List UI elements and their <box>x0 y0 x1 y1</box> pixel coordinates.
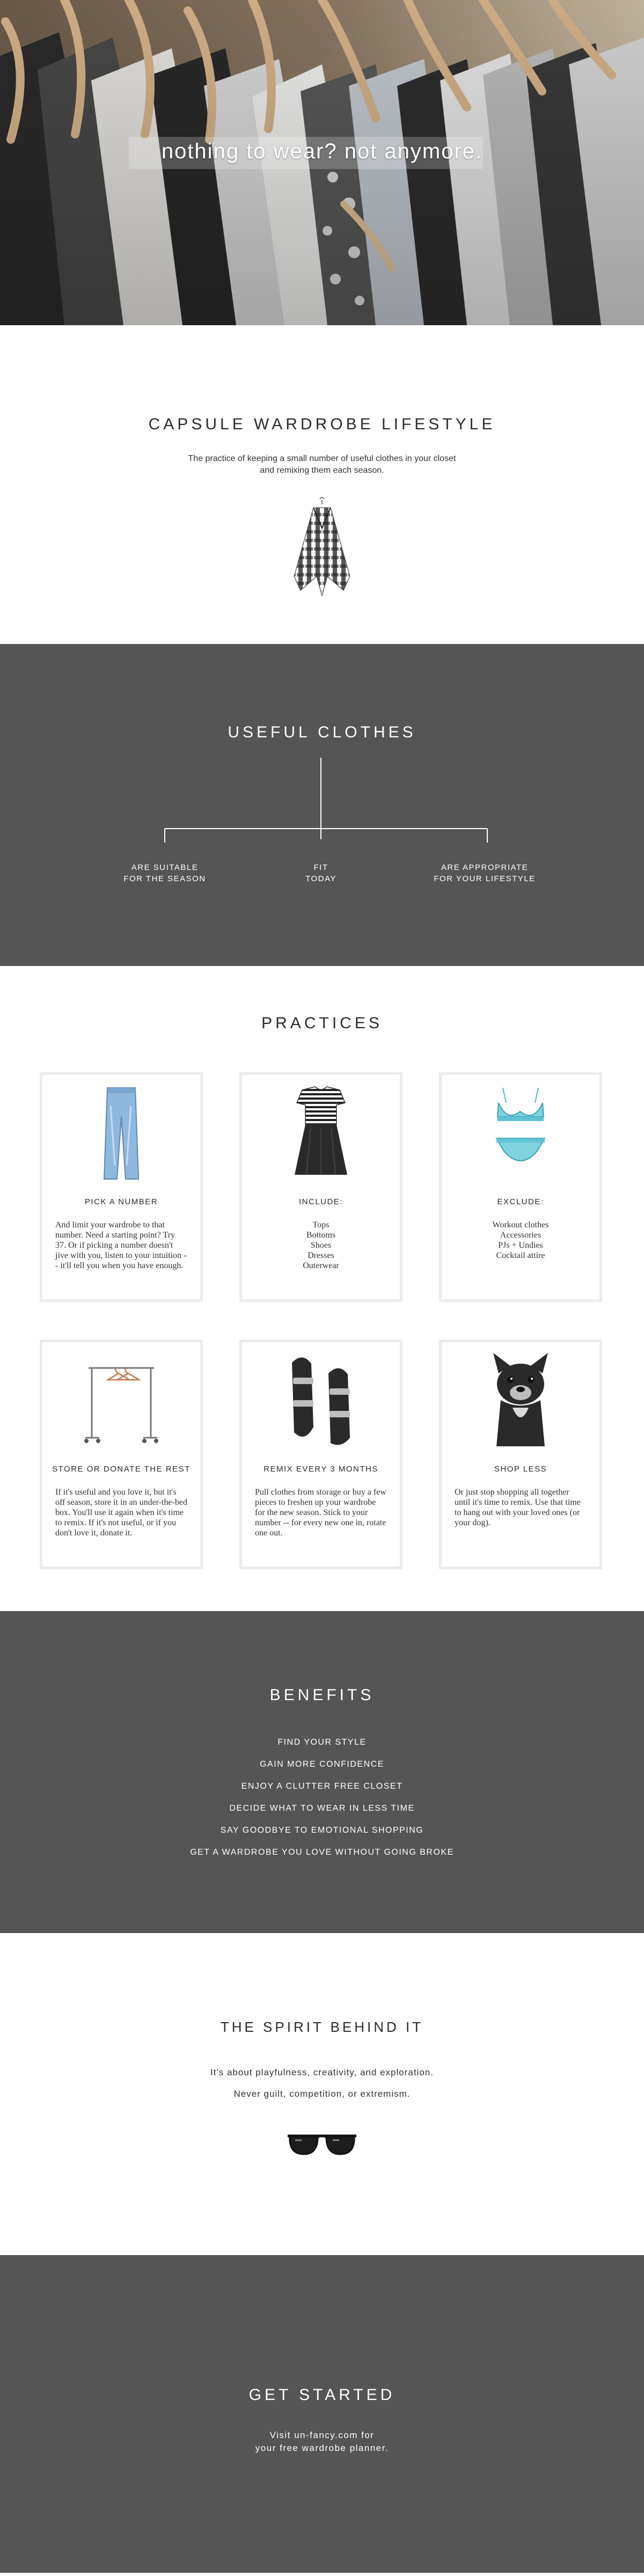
jeans-icon <box>100 1085 143 1181</box>
card-body-shop-less: Or just stop shopping all together until it's time to remix. Use that time to hang out with your loved ones (or your dog). <box>455 1488 581 1527</box>
sunglasses-icon <box>286 2128 358 2158</box>
practice-card-store-donate <box>40 1340 203 1569</box>
branch-label-season-line2: FOR THE SEASON <box>123 874 206 883</box>
benefit-item: SAY GOODBYE TO EMOTIONAL SHOPPING <box>220 1826 424 1835</box>
clothing-rack-icon <box>81 1352 162 1448</box>
practice-card-remix <box>239 1340 402 1569</box>
include-item: Outerwear <box>303 1261 339 1270</box>
benefits-section <box>0 1611 644 1933</box>
get-started-section <box>0 2255 644 2573</box>
card-body-remix: Pull clothes from storage or buy a few pieces to freshen up your wardrobe for the new season. Stick to your number -- for every new one in, rotate one out. <box>255 1488 386 1538</box>
branch-label-fit-line1: FIT <box>313 863 328 872</box>
practices-section <box>0 966 644 1611</box>
branch-label-lifestyle-line1: ARE APPROPRIATE <box>441 863 529 872</box>
exclude-item: Accessories <box>500 1231 541 1240</box>
branch-label-lifestyle-line2: FOR YOUR LIFESTYLE <box>434 874 536 883</box>
card-body-pick-number: And limit your wardrobe to that number. Need a starting point? Try 37. Or if picking a number doesn't jive with you, listen to your intuition -- it'll tell you when you have enough. <box>55 1220 187 1270</box>
tree-diagram <box>0 644 644 966</box>
useful-title: USEFUL CLOTHES <box>228 723 416 741</box>
benefit-item: GET A WARDROBE YOU LOVE WITHOUT GOING BROKE <box>190 1848 454 1857</box>
benefit-item: ENJOY A CLUTTER FREE CLOSET <box>241 1782 403 1791</box>
card-title-exclude: EXCLUDE: <box>497 1197 544 1206</box>
exclude-item: Cocktail attire <box>496 1251 545 1260</box>
include-item: Bottoms <box>306 1231 336 1240</box>
hero-section <box>0 0 644 325</box>
include-item: Shoes <box>310 1241 332 1250</box>
benefits-list <box>0 1738 644 1870</box>
capsule-title: CAPSULE WARDROBE LIFESTYLE <box>148 415 496 433</box>
french-bulldog-icon <box>486 1352 555 1448</box>
card-title-shop-less: SHOP LESS <box>494 1465 547 1474</box>
capsule-description-line2: and remixing them each season. <box>260 466 384 475</box>
practices-title: PRACTICES <box>261 1014 383 1032</box>
card-title-include: INCLUDE: <box>298 1197 343 1206</box>
include-item: Dresses <box>308 1251 334 1260</box>
exclude-list <box>442 1220 599 1261</box>
branch-label-season-line1: ARE SUITABLE <box>131 863 199 872</box>
plaid-poncho-icon <box>290 496 354 598</box>
practice-card-exclude <box>439 1072 602 1302</box>
spirit-section <box>0 1933 644 2255</box>
benefit-item: GAIN MORE CONFIDENCE <box>260 1760 384 1769</box>
spirit-title: THE SPIRIT BEHIND IT <box>220 2019 424 2035</box>
capsule-section <box>0 325 644 644</box>
useful-clothes-section <box>0 644 644 966</box>
sandals-icon <box>283 1352 358 1448</box>
hero-tagline: nothing to wear? not anymore. <box>161 140 483 163</box>
card-title-pick-number: PICK A NUMBER <box>84 1197 158 1206</box>
benefit-item: FIND YOUR STYLE <box>277 1738 367 1747</box>
practice-card-include <box>239 1072 402 1302</box>
exclude-item: PJs + Undies <box>498 1241 543 1250</box>
card-title-remix: REMIX EVERY 3 MONTHS <box>264 1465 378 1474</box>
card-body-store-donate: If it's useful and you love it, but it's off season, store it in an under-the-bed box. You'll use it again when it's time to remix. If it's not useful, or if you don't love it, donate it. <box>55 1488 187 1538</box>
benefit-item: DECIDE WHAT TO WEAR IN LESS TIME <box>229 1804 415 1813</box>
branch-label-season <box>84 862 245 884</box>
card-title-store-donate: STORE OR DONATE THE REST <box>52 1465 191 1474</box>
include-list <box>242 1220 400 1271</box>
get-started-title: GET STARTED <box>248 2386 396 2404</box>
lingerie-icon <box>491 1085 550 1181</box>
outfit-icon <box>291 1085 350 1181</box>
spirit-line2: Never guilt, competition, or extremism. <box>233 2089 411 2099</box>
get-started-line1: Visit un-fancy.com for <box>269 2430 375 2440</box>
branch-label-fit-line2: TODAY <box>305 874 336 883</box>
practice-card-pick-number <box>40 1072 203 1302</box>
capsule-description-line1: The practice of keeping a small number of useful clothes in your closet <box>188 454 456 463</box>
branch-label-lifestyle <box>404 862 565 884</box>
branch-label-fit <box>240 862 401 884</box>
get-started-line2: your free wardrobe planner. <box>255 2443 389 2453</box>
include-item: Tops <box>312 1220 330 1230</box>
benefits-title: BENEFITS <box>269 1686 375 1704</box>
exclude-item: Workout clothes <box>492 1220 549 1230</box>
spirit-line1: It's about playfulness, creativity, and exploration. <box>210 2067 434 2077</box>
capsule-description <box>134 453 510 477</box>
practice-card-shop-less <box>439 1340 602 1569</box>
